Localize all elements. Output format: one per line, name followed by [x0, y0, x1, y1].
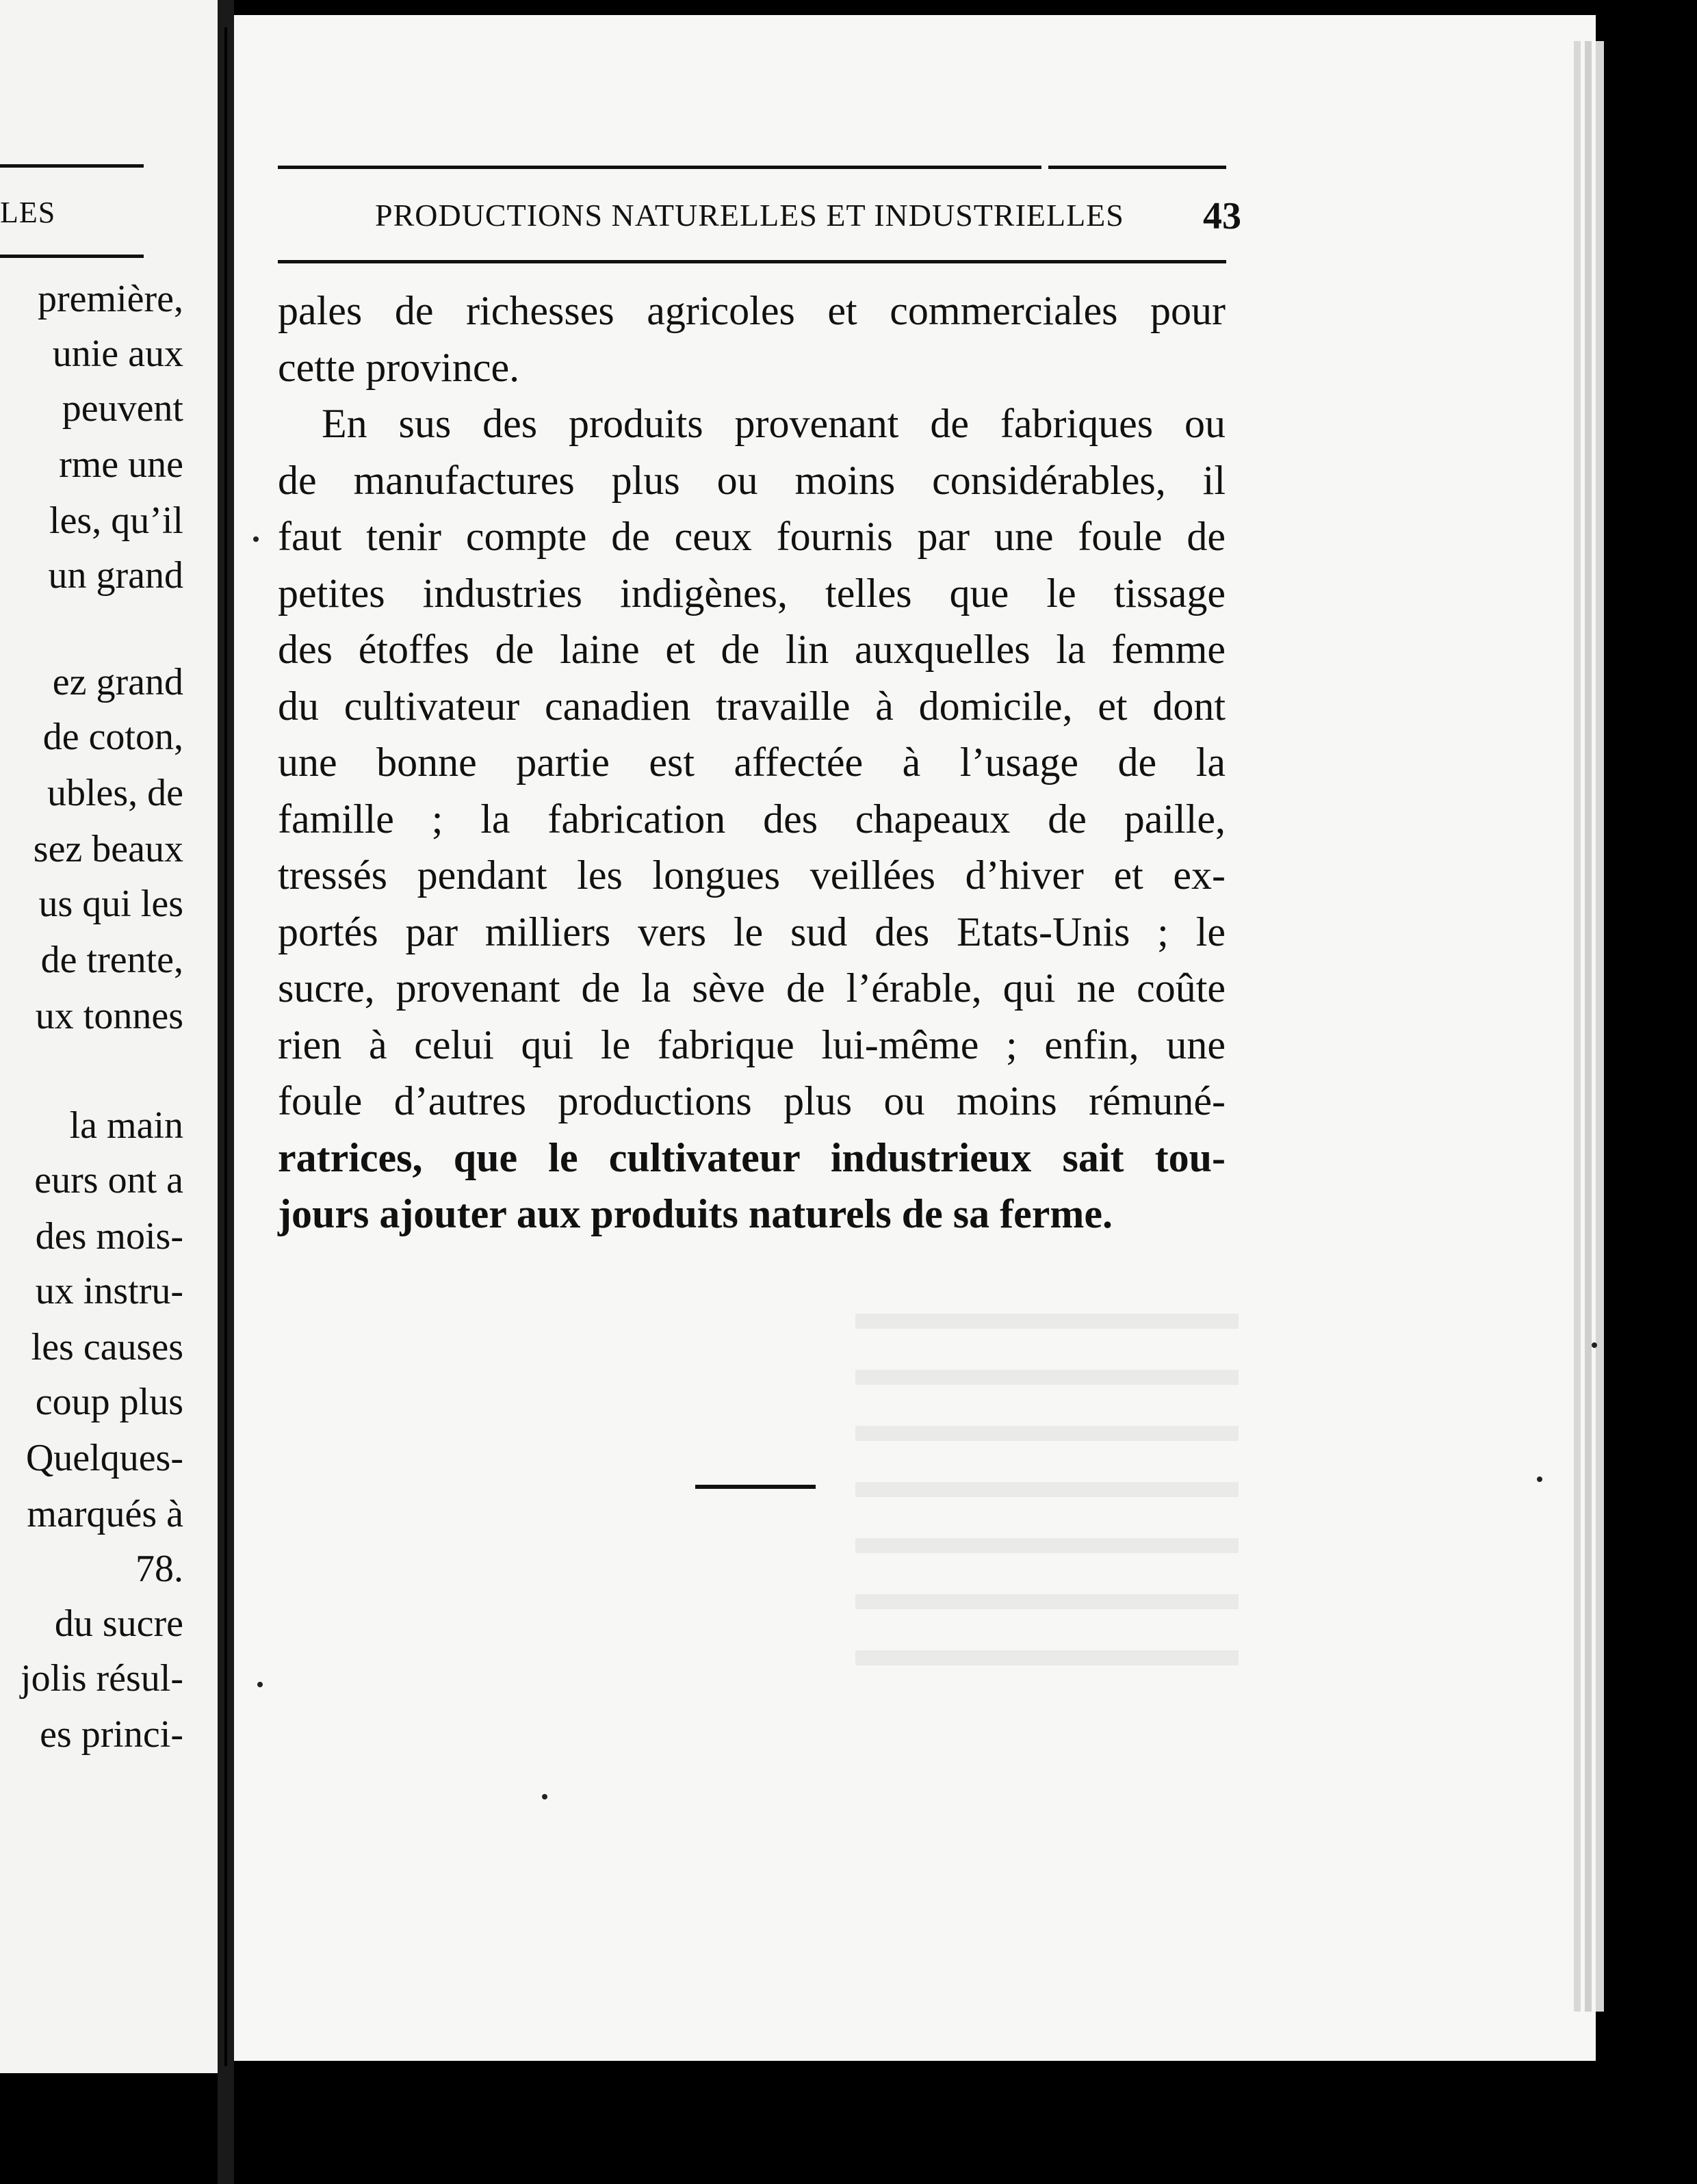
text-line: jours ajouter aux produits naturels de sa ferme. [278, 1191, 1113, 1236]
left-text-line: ubles, de [47, 772, 183, 814]
text-line: rien à celui qui le fabrique lui-même ; enfin, une [278, 1022, 1226, 1067]
ink-speck [1592, 1342, 1597, 1348]
left-text-line: les causes [31, 1326, 183, 1368]
left-text-line: du sucre [54, 1602, 183, 1645]
text-line: portés par milliers vers le sud des Etats-Unis ; le [278, 909, 1226, 954]
text-line: des étoffes de laine et de lin auxquelles la femme [278, 627, 1226, 672]
ink-speck [257, 1682, 263, 1687]
text-line: une bonne partie est affectée à l’usage de la [278, 740, 1226, 785]
left-text-line: peuvent [62, 387, 183, 430]
left-top-rule [0, 164, 144, 168]
head-rule [278, 260, 1226, 263]
left-text-line: marqués à [27, 1493, 183, 1535]
ink-speck [542, 1794, 547, 1799]
text-line: pales de richesses agricoles et commerciales pour [278, 288, 1226, 333]
ink-speck [253, 536, 259, 542]
left-text-line: jolis résul- [21, 1657, 183, 1700]
text-line: du cultivateur canadien travaille à domicile, et dont [278, 683, 1226, 729]
left-text-line: unie aux [52, 333, 183, 375]
end-rule [695, 1485, 816, 1489]
top-rule-right [1048, 166, 1226, 169]
text-line: faut tenir compte de ceux fournis par une foule de [278, 514, 1226, 559]
ink-speck [1537, 1477, 1542, 1482]
text-line: En sus des produits provenant de fabriques ou [322, 401, 1226, 446]
text-line: famille ; la fabrication des chapeaux de paille, [278, 796, 1226, 842]
text-line: sucre, provenant de la sève de l’érable, qui ne coûte [278, 965, 1226, 1011]
left-text-line: sez beaux [33, 828, 183, 870]
gutter-line [224, 27, 227, 2066]
left-text-line: de trente, [40, 939, 183, 981]
text-line: tressés pendant les longues veillées d’hiver et ex- [278, 853, 1226, 898]
running-head: PRODUCTIONS NATURELLES ET INDUSTRIELLES [375, 198, 1124, 233]
left-text-line: us qui les [38, 883, 183, 925]
left-facing-page [0, 0, 218, 2073]
left-running-head: LES [0, 196, 56, 229]
left-text-line: Quelques- [25, 1437, 183, 1479]
left-text-line: es princi- [40, 1713, 183, 1756]
left-text-line: ux instru- [35, 1270, 183, 1312]
left-head-rule [0, 255, 144, 258]
left-text-line: 78. [135, 1548, 183, 1590]
text-line: foule d’autres productions plus ou moins rémuné- [278, 1078, 1226, 1123]
bleed-through-text [855, 1273, 1239, 1683]
left-text-line: coup plus [35, 1381, 183, 1423]
left-text-line: des mois- [35, 1215, 183, 1258]
left-text-line: de coton, [42, 716, 183, 758]
page-edge-stack [1574, 41, 1642, 2012]
text-line: petites industries indigènes, telles que le tissage [278, 570, 1226, 616]
left-text-line: les, qu’il [49, 499, 183, 542]
left-text-line: ez grand [52, 661, 183, 703]
text-line: ratrices, que le cultivateur industrieux sait tou- [278, 1134, 1226, 1180]
top-rule-left [278, 166, 1041, 169]
left-text-line: un grand [48, 554, 183, 597]
page-number: 43 [1203, 195, 1241, 237]
left-text-line: eurs ont a [34, 1159, 183, 1201]
left-text-line: rme une [59, 443, 183, 486]
left-text-line: la main [69, 1104, 183, 1147]
text-line: de manufactures plus ou moins considérables, il [278, 457, 1226, 503]
left-text-line: ux tonnes [35, 995, 183, 1037]
left-text-line: première, [38, 278, 183, 320]
text-line: cette province. [278, 344, 520, 390]
